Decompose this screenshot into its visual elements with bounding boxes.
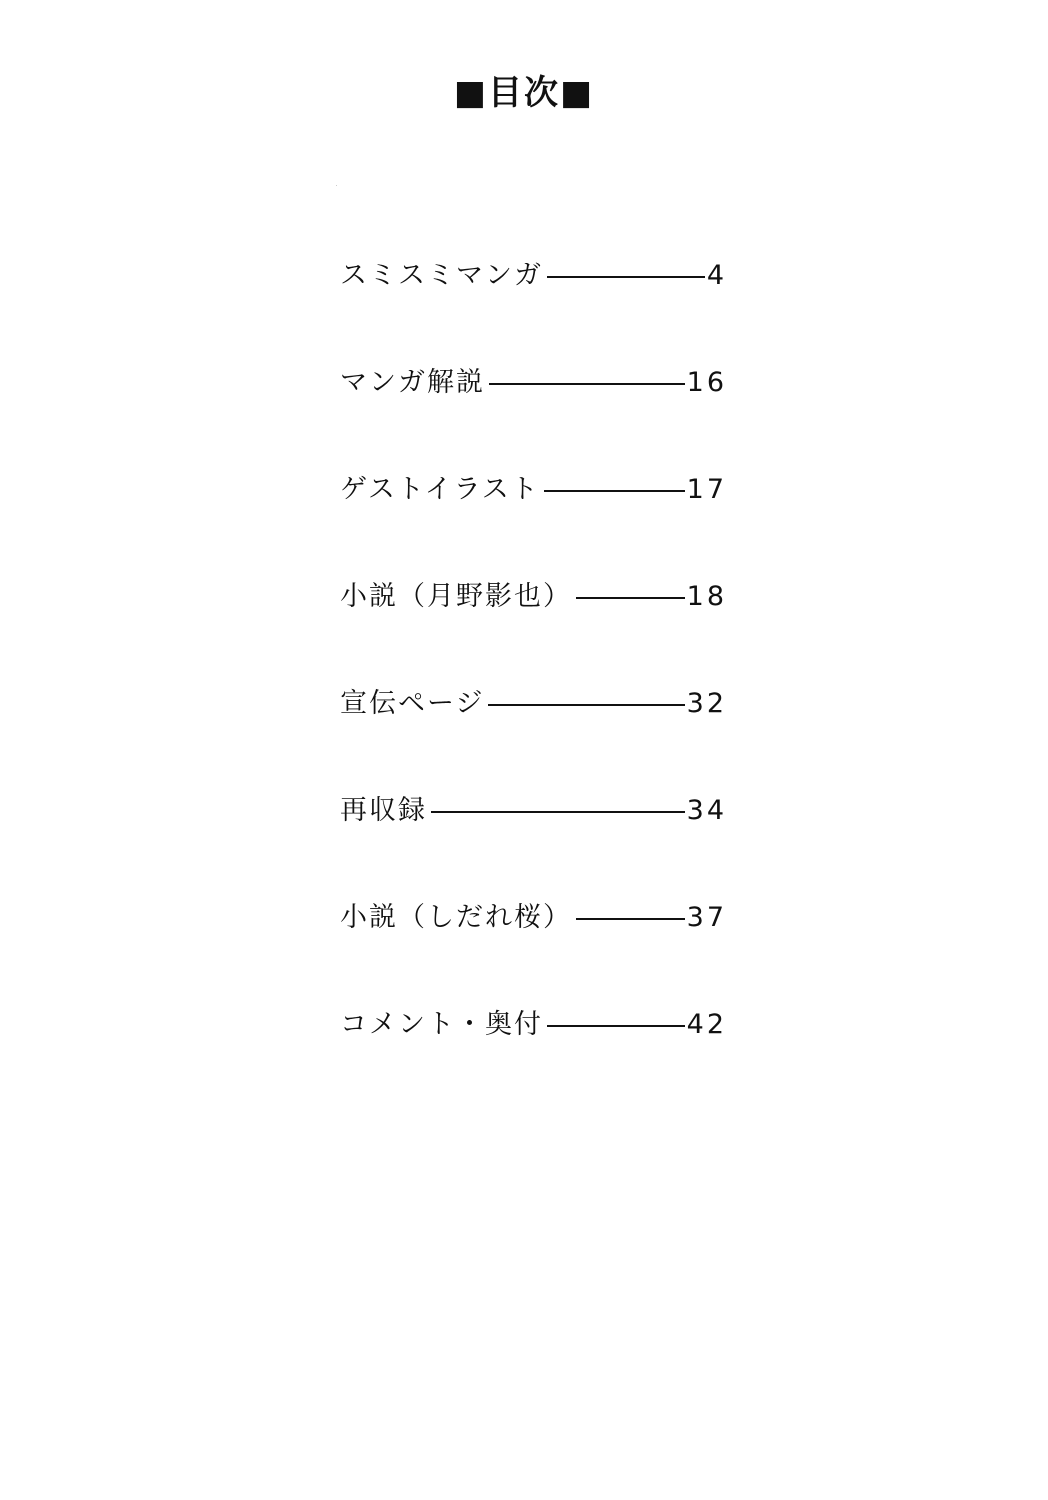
- toc-leader-line: [489, 383, 685, 385]
- toc-entry-page-number: 17: [686, 474, 727, 505]
- toc-entry-page-number: 34: [686, 795, 727, 826]
- toc-leader-line: [431, 811, 685, 813]
- toc-entry-label: 再収録: [340, 795, 427, 826]
- toc-leader-line: [576, 918, 685, 920]
- toc-entry: [340, 470, 727, 510]
- toc-leader-line: [547, 1025, 685, 1027]
- scan-speck: [336, 185, 337, 186]
- toc-entry: [340, 577, 727, 617]
- toc-entry: [340, 791, 727, 831]
- toc-entry: [340, 684, 727, 724]
- toc-leader-line: [576, 597, 685, 599]
- toc-entry-label: マンガ解説: [340, 367, 485, 398]
- toc-entry-label: コメント・奥付: [340, 1009, 543, 1040]
- page-title: ■目次■: [453, 73, 595, 113]
- toc-entry-page-number: 4: [706, 260, 727, 291]
- toc-leader-line: [547, 276, 705, 278]
- toc-entry-page-number: 37: [686, 902, 727, 933]
- toc-entry: [340, 1005, 727, 1045]
- toc-entry-label: スミスミマンガ: [340, 260, 543, 291]
- toc-entry-page-number: 42: [686, 1009, 727, 1040]
- table-of-contents: [340, 256, 727, 1112]
- toc-entry-page-number: 32: [686, 688, 727, 719]
- toc-leader-line: [544, 490, 685, 492]
- toc-leader-line: [488, 704, 684, 706]
- toc-entry-page-number: 16: [686, 367, 727, 398]
- toc-entry-label: ゲストイラスト: [340, 474, 540, 505]
- toc-entry-label: 小説（しだれ桜）: [340, 902, 572, 933]
- toc-entry: [340, 898, 727, 938]
- toc-entry-label: 小説（月野影也）: [340, 581, 572, 612]
- toc-entry: [340, 256, 727, 296]
- toc-entry-label: 宣伝ページ: [340, 688, 485, 719]
- toc-entry: [340, 363, 727, 403]
- toc-entry-page-number: 18: [686, 581, 727, 612]
